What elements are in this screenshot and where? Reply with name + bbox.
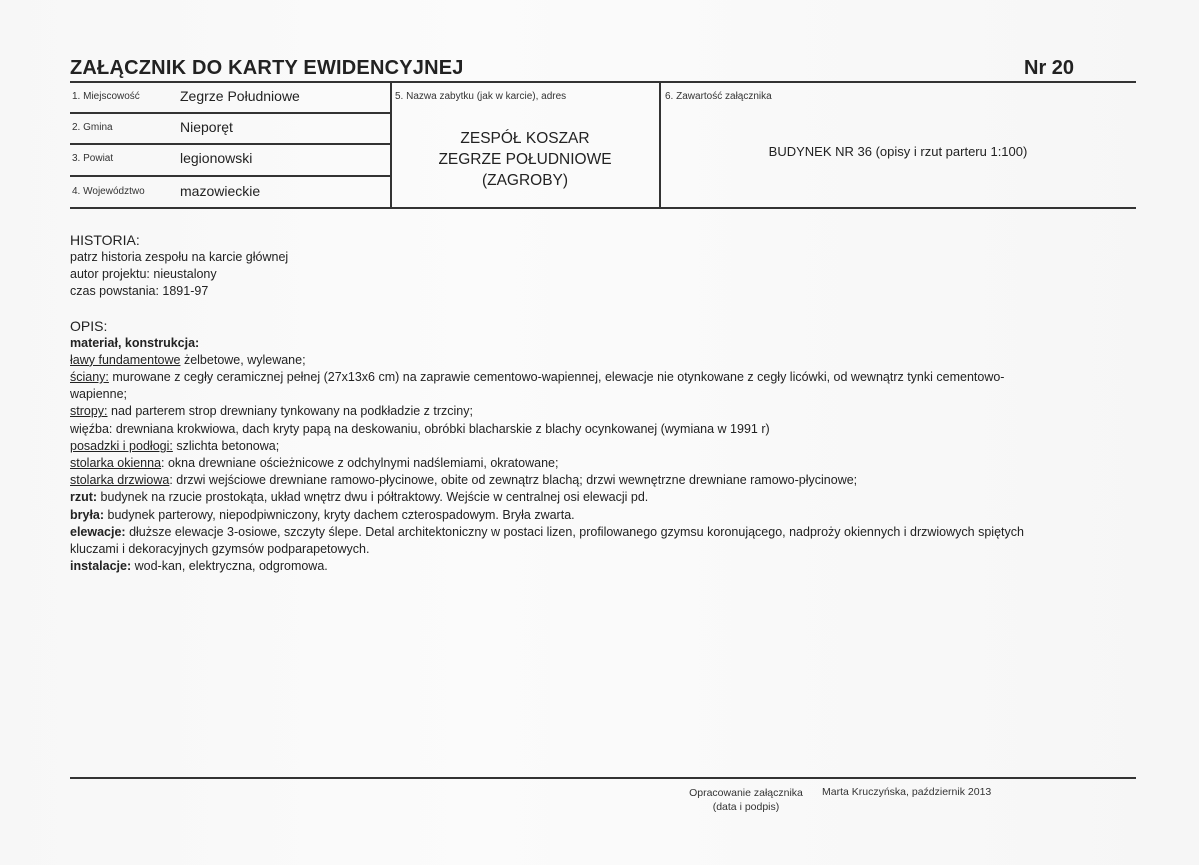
stolarka-drzwiowa-label: stolarka drzwiowa xyxy=(70,473,170,488)
sciany-text: murowane z cegły ceramicznej pełnej (27x13x6 cm) na zaprawie cementowo-wapiennej, elewacje nie otynkowane z cegły licówki, od wewnątrz tynki cementowo- xyxy=(108,370,1005,385)
field-label-miejscowosc: 1. Miejscowość xyxy=(72,91,140,102)
historia-line-2: autor projektu: nieustalony xyxy=(70,267,217,282)
field-value-zawartosc: BUDYNEK NR 36 (opisy i rzut parteru 1:100) xyxy=(768,144,1028,159)
sciany-line-2: wapienne; xyxy=(70,387,127,402)
document-body xyxy=(70,232,1140,575)
lawy-text: żelbetowe, wylewane; xyxy=(180,352,306,367)
table-bottom-rule xyxy=(70,207,1136,209)
field-value-gmina: Nieporęt xyxy=(180,119,233,135)
row-divider-1 xyxy=(70,112,390,114)
stropy-line xyxy=(70,403,1140,420)
material-heading: materiał, konstrukcja: xyxy=(70,335,200,350)
rzut-line xyxy=(70,489,1140,506)
field-value-wojewodztwo: mazowieckie xyxy=(180,183,261,199)
elewacje-line xyxy=(70,524,1140,541)
nazwa-line-2: ZEGRZE POŁUDNIOWE xyxy=(438,151,612,168)
field-value-miejscowosc: Zegrze Południowe xyxy=(180,88,300,104)
rzut-text: budynek na rzucie prostokąta, układ wnętrz dwu i półtraktowy. Wejście w centralnej osi elewacji pd. xyxy=(97,490,649,505)
elewacje-text: dłuższe elewacje 3-osiowe, szczyty ślepe. Detal architektoniczny w postaci lizen, profilowanego gzymsu koronującego, nadproży okiennych i drzwiowych spiętych xyxy=(125,524,1024,539)
posadzki-label: posadzki i podłogi: xyxy=(70,438,173,453)
elewacje-label: elewacje: xyxy=(70,524,126,539)
stolarka-drzwiowa-text: : drzwi wejściowe drewniane ramowo-płycinowe, obite od zewnątrz blachą; drzwi wewnętrzne drewniane ramowo-płycinowe; xyxy=(169,473,858,488)
bryla-line xyxy=(70,507,1140,524)
table-top-rule xyxy=(70,81,1136,83)
field-label-nazwa: 5. Nazwa zabytku (jak w karcie), adres xyxy=(395,91,567,102)
stolarka-okienna-line xyxy=(70,455,1140,472)
footer-label-line-1: Opracowanie załącznika xyxy=(689,787,803,799)
stolarka-drzwiowa-line xyxy=(70,472,1140,489)
sciany-label: ściany: xyxy=(70,370,109,385)
footer-label-line-2: (data i podpis) xyxy=(712,801,780,813)
document-title: ZAŁĄCZNIK DO KARTY EWIDENCYJNEJ xyxy=(70,55,464,83)
lawy-label: ławy fundamentowe xyxy=(70,352,181,367)
wiezba-line: więźba: drewniana krokwiowa, dach kryty papą na deskowaniu, obróbki blacharskie z blachy ocynkowanej (wymiana w 1991 r) xyxy=(70,421,770,436)
footer-author: Marta Kruczyńska, październik 2013 xyxy=(822,786,992,798)
elewacje-line-2: kluczami i dekoracyjnych gzymsów podparapetowych. xyxy=(70,542,370,557)
historia-line-1: patrz historia zespołu na karcie głównej xyxy=(70,250,289,264)
stropy-text: nad parterem strop drewniany tynkowany na podkładzie z trzciny; xyxy=(107,404,473,419)
posadzki-line xyxy=(70,438,1140,455)
instalacje-label: instalacje: xyxy=(70,559,132,574)
bryla-label: bryła: xyxy=(70,507,105,522)
stolarka-okienna-label: stolarka okienna xyxy=(70,456,162,471)
instalacje-text: wod-kan, elektryczna, odgromowa. xyxy=(131,559,328,574)
field-value-nazwa xyxy=(391,128,659,191)
opis-heading: OPIS: xyxy=(70,317,108,334)
row-divider-3 xyxy=(70,175,390,177)
field-label-wojewodztwo: 4. Województwo xyxy=(72,186,145,197)
field-label-powiat: 3. Powiat xyxy=(72,153,114,164)
instalacje-line xyxy=(70,558,1140,575)
footer-label xyxy=(676,786,816,814)
nazwa-line-1: ZESPÓŁ KOSZAR xyxy=(460,130,590,147)
sciany-line xyxy=(70,369,1140,386)
field-value-powiat: legionowski xyxy=(180,150,253,166)
historia-heading: HISTORIA: xyxy=(70,232,140,248)
document-number: Nr 20 xyxy=(1024,57,1075,79)
field-label-zawartosc: 6. Zawartość załącznika xyxy=(665,91,772,102)
bryla-text: budynek parterowy, niepodpiwniczony, kryty dachem czterospadowym. Bryła zwarta. xyxy=(104,507,575,522)
stropy-label: stropy: xyxy=(70,404,108,419)
historia-line-3: czas powstania: 1891-97 xyxy=(70,284,209,299)
footer-rule xyxy=(70,777,1136,779)
field-label-gmina: 2. Gmina xyxy=(72,122,113,133)
row-divider-2 xyxy=(70,143,390,145)
rzut-label: rzut: xyxy=(70,490,98,505)
nazwa-line-3: (ZAGROBY) xyxy=(481,172,569,189)
posadzki-text: szlichta betonowa; xyxy=(172,438,280,453)
lawy-line xyxy=(70,352,1140,369)
stolarka-okienna-text: : okna drewniane ościeżnicowe z odchylnymi nadślemiami, okratowane; xyxy=(161,456,559,471)
